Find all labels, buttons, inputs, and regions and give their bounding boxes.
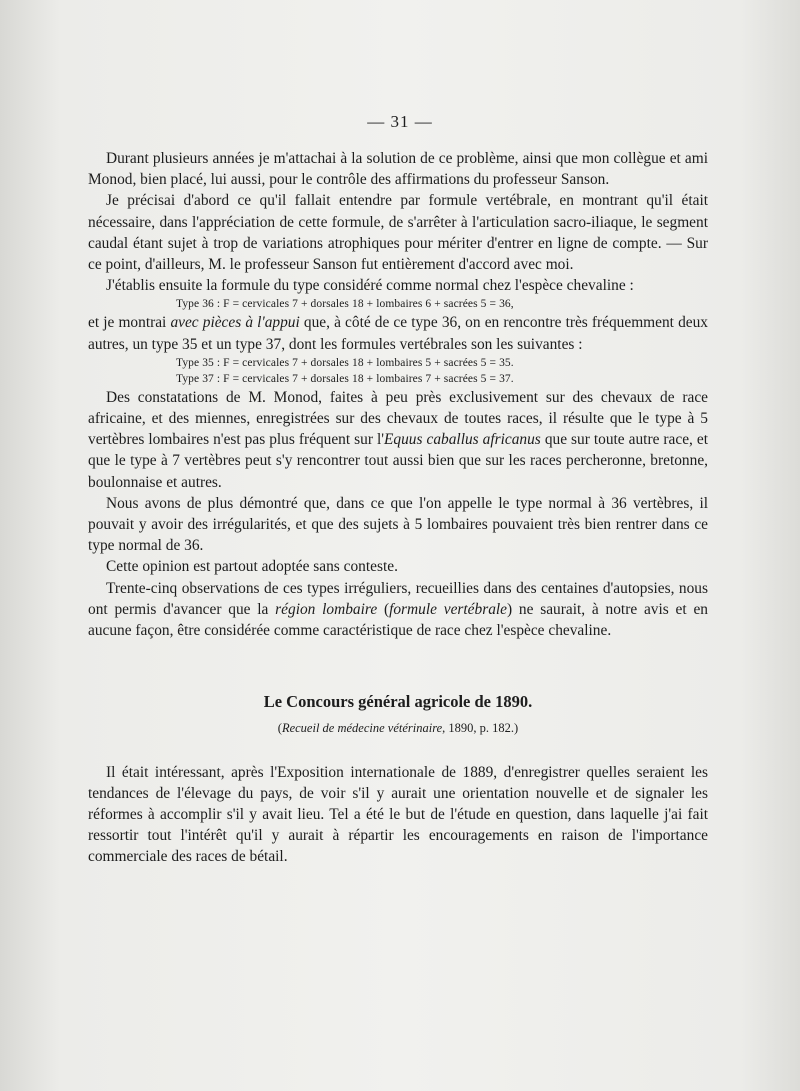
text-run: et je montrai (88, 314, 171, 332)
text-run: ( (377, 600, 390, 618)
emphasis: Equus caballus africanus (384, 431, 541, 449)
emphasis: avec pièces à l'appui (170, 314, 300, 332)
emphasis: Recueil de médecine vétérinaire (281, 721, 443, 736)
text-run: ( (277, 721, 282, 736)
formula-type-35: Type 35 : F = cervicales 7 + dorsales 18 + lombaires 5 + sacrées 5 = 35. (176, 356, 514, 369)
page-body (88, 148, 708, 868)
paragraph: Cette opinion est partout adoptée sans conteste. (106, 558, 398, 576)
page-number: — 31 — (367, 112, 433, 131)
text-run: Des constatations de M. Monod, faites à peu près exclusivement sur des chevaux de race africaine, et des miennes, enregistrées sur des chevaux de toutes races, il résulte que le type à 5 vertèbres lombaires n'est pas plus fréquent sur l' (88, 388, 708, 449)
paragraph (88, 312, 708, 354)
paragraph: J'établis ensuite la formule du type considéré comme normal chez l'espèce chevaline : (106, 277, 634, 295)
source-reference (88, 718, 708, 739)
text-run: , 1890, p. 182.) (442, 721, 519, 736)
emphasis: formule vertébrale (389, 600, 507, 618)
paragraph: Durant plusieurs années je m'attachai à la solution de ce problème, ainsi que mon collègue et ami Monod, bien placé, lui aussi, pour le contrôle des affirmations du professeur Sanson. (88, 150, 708, 189)
formula-type-37: Type 37 : F = cervicales 7 + dorsales 18 + lombaires 7 + sacrées 5 = 37. (176, 372, 514, 385)
paragraph: Nous avons de plus démontré que, dans ce que l'on appelle le type normal à 36 vertèbres, il pouvait y avoir des irrégularités, et que des sujets à 5 lombaires pouvaient très bien rentrer dans ce type normal de 36. (88, 494, 708, 555)
paragraph: Je précisai d'abord ce qu'il fallait entendre par formule vertébrale, en montrant qu'il était nécessaire, dans l'appréciation de cette formule, de s'arrêter à l'articulation sacro-iliaque, le segment caudal étant sujet à trop de variations atrophiques pour mériter d'entrer en ligne de compte. — Sur ce point, d'ailleurs, M. le professeur Sanson fut entièrement d'accord avec moi. (88, 192, 708, 274)
text-run: Trente-cinq observations de ces types irréguliers, recueillies dans des centaines d'autopsies, nous ont permis d'avancer que la (88, 579, 708, 618)
paragraph: Il était intéressant, après l'Exposition internationale de 1889, d'enregistrer quelles seraient les tendances de l'élevage du pays, de voir s'il y aurait une orientation nouvelle et de signaler les réformes à accomplir s'il y avait lieu. Tel a été le but de l'étude en question, dans laquelle j'ai fait ressortir tout l'intérêt qu'il y aurait à répartir les encouragements en raison de l'importance commerciale des races de bétail. (88, 763, 708, 866)
text-run: ) ne saurait, à notre avis et en aucune façon, être considérée comme caractéristique de race chez l'espèce chevaline. (88, 600, 708, 640)
section-heading: Le Concours général agricole de 1890. (263, 692, 533, 712)
text-run: que, à côté de ce type 36, on en rencontre très fréquemment deux autres, un type 35 et un type 37, dont les formules vertébrales son les suivantes : (88, 314, 708, 353)
paragraph (88, 578, 708, 642)
formula-type-36: Type 36 : F = cervicales 7 + dorsales 18 + lombaires 6 + sacrées 5 = 36, (176, 298, 514, 311)
paragraph (88, 387, 708, 493)
text-run: que sur toute autre race, et que le type à 7 vertèbres peut s'y rencontrer tout aussi bien que sur les races percheronne, bretonne, boulonnaise et autres. (88, 431, 708, 491)
emphasis: région lombaire (275, 600, 378, 618)
